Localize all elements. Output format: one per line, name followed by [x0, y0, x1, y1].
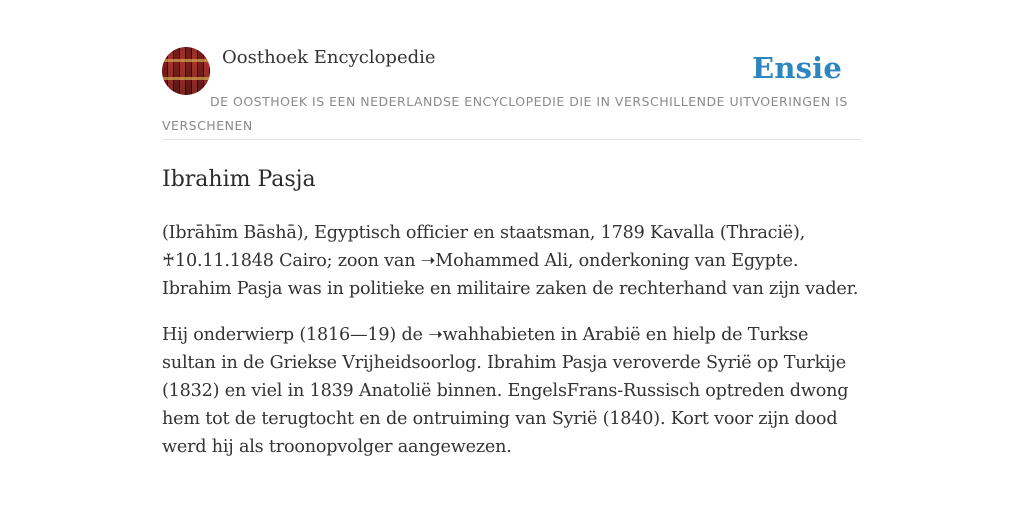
article-title: Ibrahim Pasja	[162, 167, 316, 192]
article-paragraph-2: Hij onderwierp (1816—19) de ➝wahhabieten in Arabië en hielp de Turkse sultan in de Griekse Vrijheidsoorlog. Ibrahim Pasja veroverde Syrië op Turkije (1832) en viel in 1839 Anatolië binnen. EngelsFrans-Russisch optreden dwong hem tot de terugtocht en de ontruiming van Syrië (1840). Kort voor zijn dood werd hij als troonopvolger aangewezen.	[162, 325, 849, 457]
site-tagline: DE OOSTHOEK IS EEN NEDERLANDSE ENCYCLOPEDIE DIE IN VERSCHILLENDE UITVOERINGEN IS VERSCHENEN	[162, 94, 848, 133]
site-header	[162, 44, 862, 140]
site-title[interactable]: Oosthoek Encyclopedie	[222, 47, 436, 68]
encyclopedia-books-avatar[interactable]	[162, 47, 210, 95]
article-paragraph-1: (Ibrāhīm Bāshā), Egyptisch officier en staatsman, 1789 Kavalla (Thracië), ♰10.11.1848 Cairo; zoon van ➝Mohammed Ali, onderkoning van Egypte. Ibrahim Pasja was in politieke en militaire zaken de rechterhand van zijn vader.	[162, 223, 859, 299]
page-content	[162, 44, 862, 461]
brand-logo[interactable]: Ensie	[752, 51, 842, 85]
